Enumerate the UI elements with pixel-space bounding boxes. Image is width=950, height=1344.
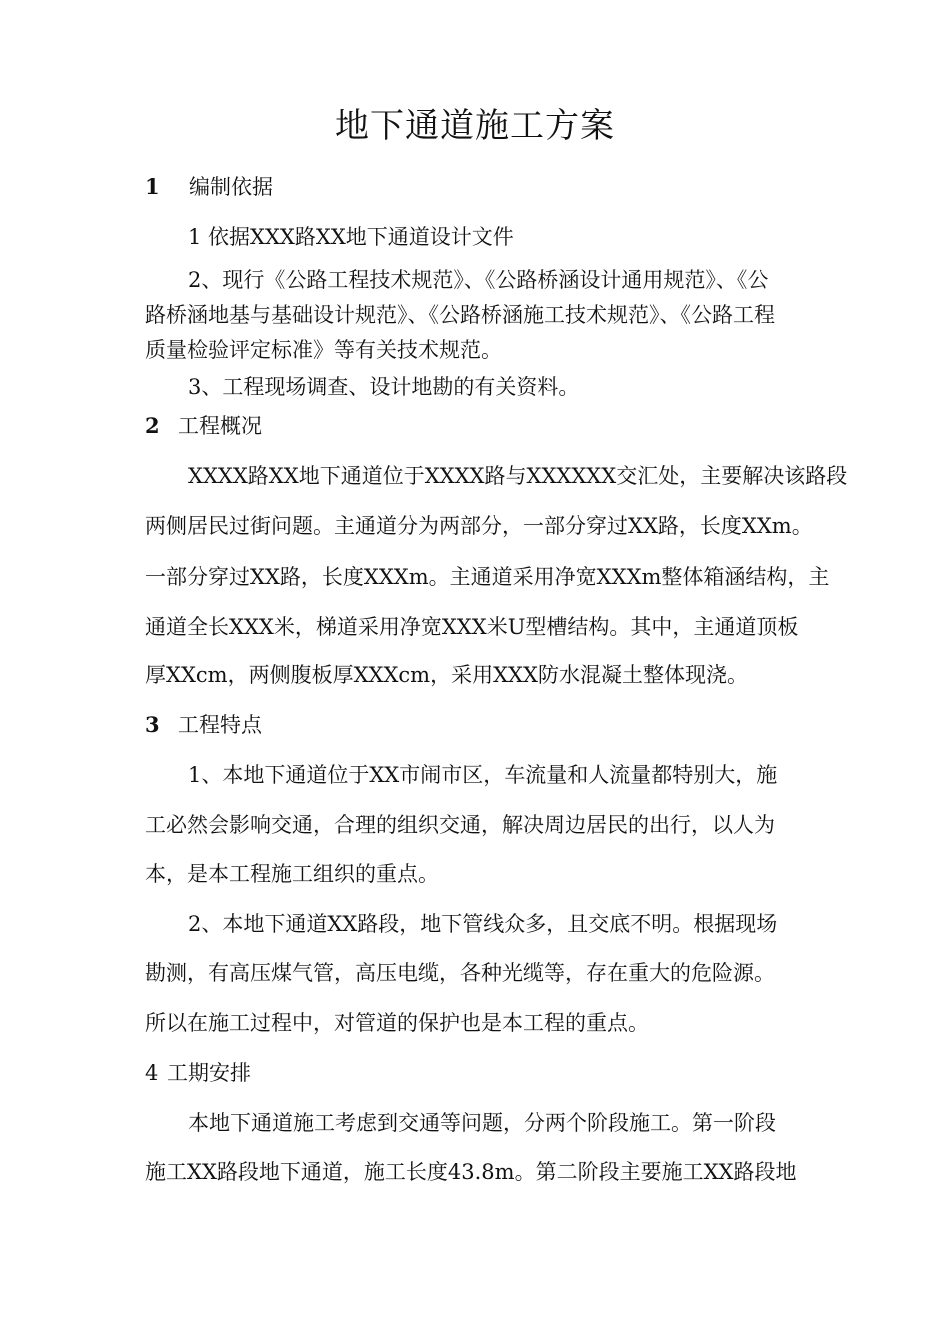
section-title: 工程概况 <box>178 414 262 438</box>
paragraph-line: 通道全长XXX米，梯道采用净宽XXX米U型槽结构。其中，主通道顶板 <box>145 615 799 639</box>
paragraph-line: 3、工程现场调查、设计地勘的有关资料。 <box>188 375 580 399</box>
paragraph-line: 1 依据XXX路XX地下通道设计文件 <box>188 225 514 249</box>
section-number: 1 <box>145 174 160 199</box>
section-heading-4 <box>145 1058 251 1088</box>
paragraph-line: 路桥涵地基与基础设计规范》、《公路桥涵施工技术规范》、《公路工程 <box>145 303 775 327</box>
paragraph-line: 1、本地下通道位于XX市闹市区，车流量和人流量都特别大，施 <box>188 763 778 787</box>
paragraph-line: 2、现行《公路工程技术规范》、《公路桥涵设计通用规范》、《公 <box>188 268 769 292</box>
section-number: 2 <box>145 413 160 438</box>
paragraph-line: XXXX路XX地下通道位于XXXX路与XXXXXX交汇处，主要解决该路段 <box>188 464 848 488</box>
section-number: 3 <box>145 712 160 737</box>
paragraph-line: 两侧居民过街问题。主通道分为两部分，一部分穿过XX路，长度XXm。 <box>145 514 813 538</box>
section-heading-1 <box>145 172 273 202</box>
section-number: 4 <box>145 1061 159 1085</box>
section-heading-2 <box>145 411 262 441</box>
section-title: 工期安排 <box>167 1061 251 1085</box>
paragraph-line: 本地下通道施工考虑到交通等问题，分两个阶段施工。第一阶段 <box>188 1111 776 1135</box>
section-title: 编制依据 <box>189 175 273 199</box>
document-title: 地下通道施工方案 <box>335 106 615 146</box>
paragraph-line: 所以在施工过程中，对管道的保护也是本工程的重点。 <box>145 1011 649 1035</box>
paragraph-line: 施工XX路段地下通道，施工长度43.8m。第二阶段主要施工XX路段地 <box>145 1160 797 1184</box>
paragraph-line: 一部分穿过XX路，长度XXXm。主通道采用净宽XXXm整体箱涵结构，主 <box>145 565 830 589</box>
paragraph-line: 厚XXcm，两侧腹板厚XXXcm，采用XXX防水混凝土整体现浇。 <box>145 663 748 687</box>
paragraph-line: 勘测，有高压煤气管，高压电缆，各种光缆等，存在重大的危险源。 <box>145 961 775 985</box>
paragraph-line: 质量检验评定标准》等有关技术规范。 <box>145 338 502 362</box>
paragraph-line: 工必然会影响交通，合理的组织交通，解决周边居民的出行，以人为 <box>145 813 775 837</box>
section-heading-3 <box>145 710 262 740</box>
section-title: 工程特点 <box>178 713 262 737</box>
paragraph-line: 2、本地下通道XX路段，地下管线众多，且交底不明。根据现场 <box>188 912 778 936</box>
paragraph-line: 本，是本工程施工组织的重点。 <box>145 862 439 886</box>
